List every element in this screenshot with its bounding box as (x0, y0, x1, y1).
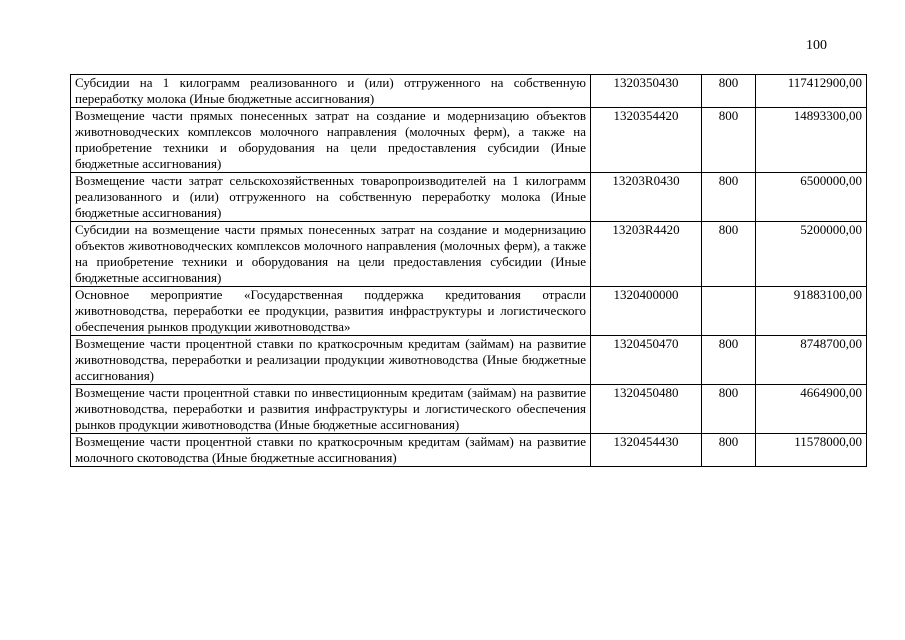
row-description: Субсидии на 1 килограмм реализованного и (или) отгруженного на собственную переработку молока (Иные бюджетные ассигнования) (71, 75, 591, 108)
table-row (71, 385, 867, 434)
budget-table (70, 74, 867, 467)
row-description: Возмещение части процентной ставки по инвестиционным кредитам (займам) на развитие животноводства, переработки и развития инфраструктуры и логистического обеспечения рынков продукции животноводства (Иные бюджетные ассигнования) (71, 385, 591, 434)
row-type: 800 (702, 336, 756, 385)
row-description: Основное мероприятие «Государственная поддержка кредитования отрасли животноводства, переработки ее продукции, развития инфраструктуры и логистического обеспечения рынков продукции животноводства» (71, 287, 591, 336)
row-code: 1320450470 (591, 336, 702, 385)
row-type: 800 (702, 108, 756, 173)
row-amount: 11578000,00 (756, 434, 867, 467)
row-code: 1320454430 (591, 434, 702, 467)
page-number: 100 (806, 38, 827, 53)
row-code: 1320354420 (591, 108, 702, 173)
row-code: 1320450480 (591, 385, 702, 434)
table-row (71, 287, 867, 336)
table-row (71, 336, 867, 385)
row-code: 13203R0430 (591, 173, 702, 222)
row-code: 1320400000 (591, 287, 702, 336)
row-description: Возмещение части процентной ставки по краткосрочным кредитам (займам) на развитие животноводства, переработки и реализации продукции животноводства (Иные бюджетные ассигнования) (71, 336, 591, 385)
row-amount: 91883100,00 (756, 287, 867, 336)
row-description: Возмещение части процентной ставки по краткосрочным кредитам (займам) на развитие молочного скотоводства (Иные бюджетные ассигнования) (71, 434, 591, 467)
row-type (702, 287, 756, 336)
row-code: 1320350430 (591, 75, 702, 108)
row-type: 800 (702, 434, 756, 467)
row-description: Возмещение части затрат сельскохозяйственных товаропроизводителей на 1 килограмм реализованного и (или) отгруженного на собственную переработку молока (Иные бюджетные ассигнования) (71, 173, 591, 222)
row-amount: 117412900,00 (756, 75, 867, 108)
row-amount: 6500000,00 (756, 173, 867, 222)
table-row (71, 75, 867, 108)
row-code: 13203R4420 (591, 222, 702, 287)
row-amount: 8748700,00 (756, 336, 867, 385)
row-type: 800 (702, 173, 756, 222)
table-row (71, 108, 867, 173)
row-type: 800 (702, 222, 756, 287)
table-row (71, 222, 867, 287)
row-type: 800 (702, 385, 756, 434)
row-description: Возмещение части прямых понесенных затрат на создание и модернизацию объектов животноводческих комплексов молочного направления (молочных ферм), а также на приобретение техники и оборудования на цели предоставления субсидии (Иные бюджетные ассигнования) (71, 108, 591, 173)
row-description: Субсидии на возмещение части прямых понесенных затрат на создание и модернизацию объектов животноводческих комплексов молочного направления (молочных ферм), а также на приобретение техники и оборудования на цели предоставления субсидии (Иные бюджетные ассигнования) (71, 222, 591, 287)
table-row (71, 173, 867, 222)
row-amount: 4664900,00 (756, 385, 867, 434)
table-row (71, 434, 867, 467)
row-amount: 5200000,00 (756, 222, 867, 287)
row-amount: 14893300,00 (756, 108, 867, 173)
row-type: 800 (702, 75, 756, 108)
